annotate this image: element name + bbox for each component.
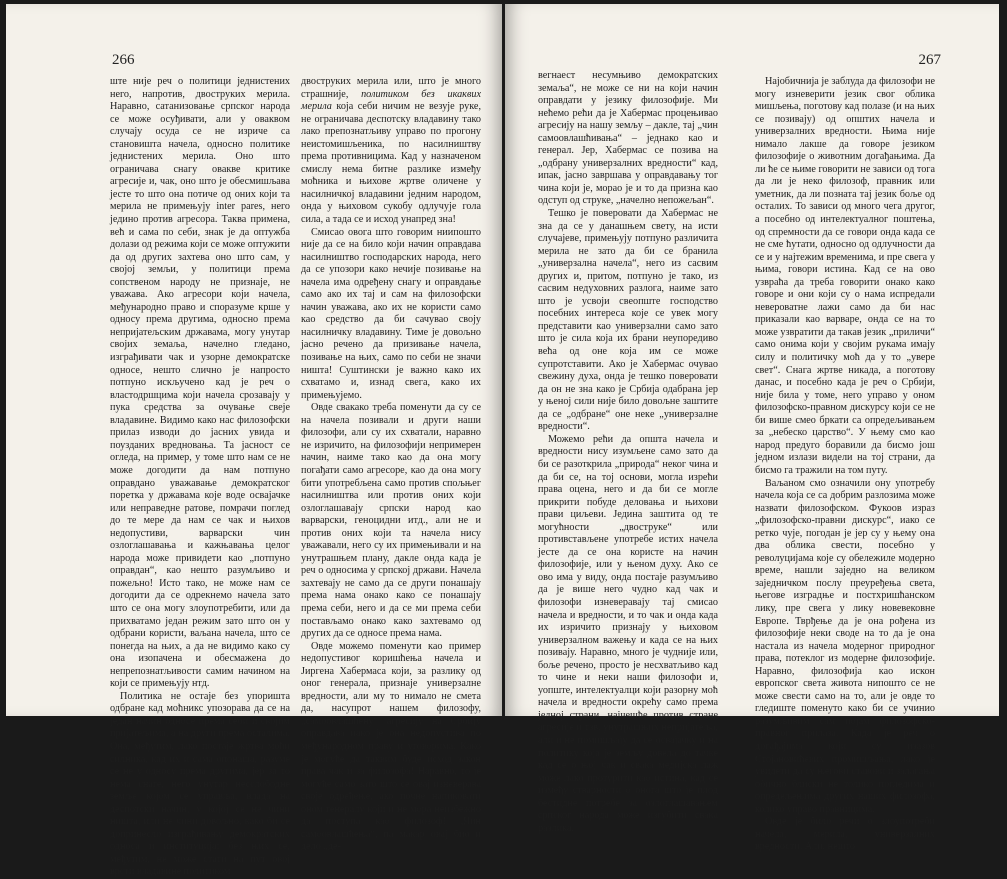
paragraph: Тешко је поверовати да Хабермас не зна да се у данашњем свету, на исти случајеве, примењују потпуно различита мерила не зато да би се бранила „универзална начела“, него из сасвим других и, притом, потпуно је тако, из сасвим недуховних разлога, наиме зато што је усвоји свеопште господство посебних интереса које се увек могу представити као универзални само зато што је сила која их брани неупоредиво већа од оне која им се може супротставити. Ако је Хабермас очувао свежину духа, онда је тешко поверовати да он не зна како је Србија одабрана јер у њеној сили није било довољне заштите да се „одбране“ оне некe „универзалне вредности“.	[538, 208, 718, 433]
left-column-1	[110, 76, 290, 879]
right-page	[505, 4, 999, 853]
paragraph-continued: вегнаест несумњиво демократских земаља“, не може се ни на који начин оправдати у језику филозофије. Ми нећемо рећи да је Хабермас процењивао агресију на нашу земљу – дакле, тај „чин самоовлашћивања“ – једнако као и генерал. Јер, Хабермас се позива на „одбрану универзалних вредности“ кад, ипак, јасно завршава у оправдавању тог чина који је, морао је и то да призна као одступ од струке, „начелно непожељан“.	[538, 70, 718, 207]
right-column-2	[755, 76, 935, 854]
paragraph: Смисао овога што говорим ниипошто није да се на било који начин оправдава насилништво господарских народа, него да се упозори како нечије позивање на начела има одређену снагу и оправдање само ако их тај и сам на филозофски начин уважава, ако их не користи само као средство да би сачувао своју насилничку владавину. Тиме је довољно јасно речено да призивање начела, позивање на њих, само по себи не значи ништа! Суштински је важно како их схватамо и, изнад свега, како их примењујемо.	[301, 226, 481, 401]
paragraph: ште није реч о политици једнистених него, напротив, двоструких мерила. Наравно, сатанизовање српског народа се може осуђивати, али у оваквом случају осуда се не изриче са становишта начела, односно политике једнистених мерила. Оно што ограничава снагу овакве критике агресије и, чак, оно што је обесмишљава јесте то што она потиче од оних који та мерила не примењују inter pares, него једино против агресора. Таква примена, већ и сама по себи, знак је да оптужба долази од режима који се може оптужити да од других захтева оно што сам, у својој земљи, у политици према сопственом народу не признаје, не уважава. Ако агресори који начела, међународно право и споразуме крше у односу према другима, односно према непријатељским државама, могу унутар својих земаља, начелно гледано, изграђивати чак и узорне демократске односе, нешто слично је напросто потпуно искључено кад је реч о властодршцима који начела срозавају у пука средства за очување свеје владавине. Видимо како нас филозофски прилаз изводи до јасних увида и поузданих вредновања. Та јасност се огледа, на пример, у томе што нам се не може догодити да нам потпуно оправдано уважавање демократског поретка у државама које воде освајачке или неправедне ратове, помрачи поглед до те мере да нам се чак и њихов недопустиви, варварски чин озлоглашавања и кажњавања целог народа може привидети као „потпуно оправдан“, као нешто разумљиво и пожељно! Исто тако, не може нам се догодити да се одрекнемо начела зато што се она могу злоупотребити, или да прихватамо један режим зато што он у одбрани користи, ваљана начела, што се понегда на њих, а да не видимо како су она изопачена и обесмажена до непрепознатљивости самим начином на који се примењују нтд.	[110, 76, 290, 690]
left-column-2	[301, 76, 481, 854]
paragraph: Политика не остаје без упоришта одбране кад моћникс упозорава да се на један начин односе према себи и својим пријатељима, а на други према осталима. Она, међутим, лако постаје жртва моћи силника, кад их и сама опонаша, разуме се не у односу према другима, јер за то нема снаге, него унутар несслободне земље којом се управља, влада на деспотски начин, у којој се не чини ништа, или не чини довољно, како би се допринесло изграђивању демократских односа и институција; без њих се, међутим, не може стати на пут овој врсти владавине политиком	[110, 690, 290, 878]
paragraph: Ваљаном смо означили ону употребу начела која се са добрим разлозима може назвати филозофском. Фукоов израз „филозофско-правни дискурс“, иако се ретко чује, погодан је јер су у њему она два облика свести, посебно у револуцијама које су обележиле модерно време, нашли заједно на великом заједничком послу преуређења света, његове изградње и постхришћанском лику, пре свега у лику новевековне Европе. Тврђење да је она рођена из филозофије неки сводe на то да је она настала из начела модерног природног права, потеклог из модерне филозофије. Наравно, филозофија као искон европског света живота нипошто се не може свести само на то, али је овде то гледиште поменуто како би се учинио разумљивим сам појам филозофско-правног прилаза. Када је реч о догађајима који су изазов Стојановићевих промишљања, лако је увидети да су његови ставови и залагања обично блиски не толико погледима и опредељењима других наших филозофа, колико управо правницима.	[755, 477, 935, 815]
page-number-left: 266	[112, 52, 135, 68]
right-column-1	[538, 70, 718, 835]
paragraph: Овде можемо поменути као пример недопустивог коришћења начела и Јиргена Хабермаса који, за разлику од оног генерала, признаје универзалне вредности, али му то нимало не смета да, насупрот нашем филозофу, „самоовлашћену“ агресију на Србију оправдава иако је она недопустива по међународном праву и уговорима. Како је могуће да таквим буде исход закон права чак и за филозофа! Наравно, то је могуће само зато што се овај изневерава своје одређење, ако почне напиковати оном генералу који и не мора неизбежно да поступа као филозоф! „Чин самоовлашћења“, па макар овај био и дело „де-	[301, 640, 481, 853]
left-page	[6, 4, 502, 878]
paragraph: Најобичнија је заблуда да филозофи не могу изневерити језик свог обликa мишљења, поготову кад полазе (и на њих се позивају) од општих начела и универзалних вредности. Њима није нимало лакше да говоре језиком филозофије о животним догађањима. Да ли ће се њиме говорити не зависи од тога да ли је неко филозоф, правник или уметник, да ли позната тај језик боље од осталих. То зависи од много чега другог, а посебно од интелектуалног поштења, од спремности да се говори онда када се не сме ћутати, односно од одлучности да се и у најтежим временима, и пре свега у њима, говори истина. Кад се на ово узвраћа да треба говорити онако како говоре и они који су о нама испредали невероватне лажи само да би нас приказали као варваре, онда се на то може узвратити да такав језик „приличи“ само онима који у својим рукама имају силу и политичку моћ да у то „увере свет“. Снага жртве никада, а поготову данас, и посебно када је реч о Србији, није била у томе, него управо у оном филозофско-правном дискурсу који се не би више смео бркати са опредељивањем за „небеско царство“. У њему смо као народ предуго боравили да бисмо још једном излази видели на тој страни, да бисмо га тражили на том путу.	[755, 76, 935, 476]
paragraph: Можемо рећи да општа начела и вредности нису изумљене само зато да би се разоткрила „природа“ неког чина и да би се, на тој основи, могла изрећи права оцена, него и да би се могле прикрити побуде деловања и њихови прави циљеви. Једина заштита од те могућности „двоструке“ или противстављене употребе истих начела јесте да се она користе на начин филозофије, или у њеном духу. Ако се ово има у виду, онда постаје разумљиво да је више него чудно кад чак и филозофи изневеравају тај смисао начела и вредности, и то чак и онда када их изричито признају у њиховом универзалном важењу и када се на њих позивају. Наравно, много је чудније или, боље речено, просто је несхватљиво кад то чине и неки наши филозофи и, уопште, интелектуалци који разорну моћ начела и вредности окрећу само према једној страни, најчешће против стране агресије и тзв. унутрашњих непријатеља, али и не помишљају да се освајачку и на политику која је земљу довела до тачке кад се о њој чак и свака медијска лаж може лако протурити као истина, кад се између стварности о онога што је плод бестидне потребе за озлоглашавањем српског народа може изгубити свака разлика.	[538, 433, 718, 834]
italic-phrase: политиком без икаквих мерила	[301, 88, 481, 113]
paragraph: Овде је било речи о злоупотреби начела, мерила, универзалних вредности. Али, нешто	[755, 816, 935, 853]
page-number-right: 267	[918, 52, 941, 68]
text-run: двоструких мерила или, што је много страшније,	[301, 76, 481, 100]
text-run: која себи ничим не везује руке, не ограничава деспотску владавину тако лако препознатљиву управо по прогону неистомишљеника, по насилништву према противницима. Кад у назначеном смислу нема битне разлике између моћника и њихове жртве оличене у насилничкој владавини једним народом, онда у њиховом сукобу одлучује гола сила, а тада се и исход унапред зна!	[301, 101, 481, 226]
paragraph: Овде свакако треба поменути да су се на начела позивали и други наши филозофи, али су их схватали, наравно не изричито, на филозофији непримерен начин, наиме тако као да она могу погађати само агресоре, као да она могу бити употребљена само против спољњег насилништва или против оних који озлоглашавају српски народ као варварски, геноцидни итд., али не и против оних који та начела нису уважавали, него су их примењивали и на унутрашњем плану, дакле онда када је реч о односима у српској држави. Начела захтевају не само да се други понашају према нама онако како се понашају према себи, него и да се ми према себи постављамо онако како захтевамо од других да се односе према нама.	[301, 402, 481, 640]
paragraph-continued	[301, 76, 481, 227]
